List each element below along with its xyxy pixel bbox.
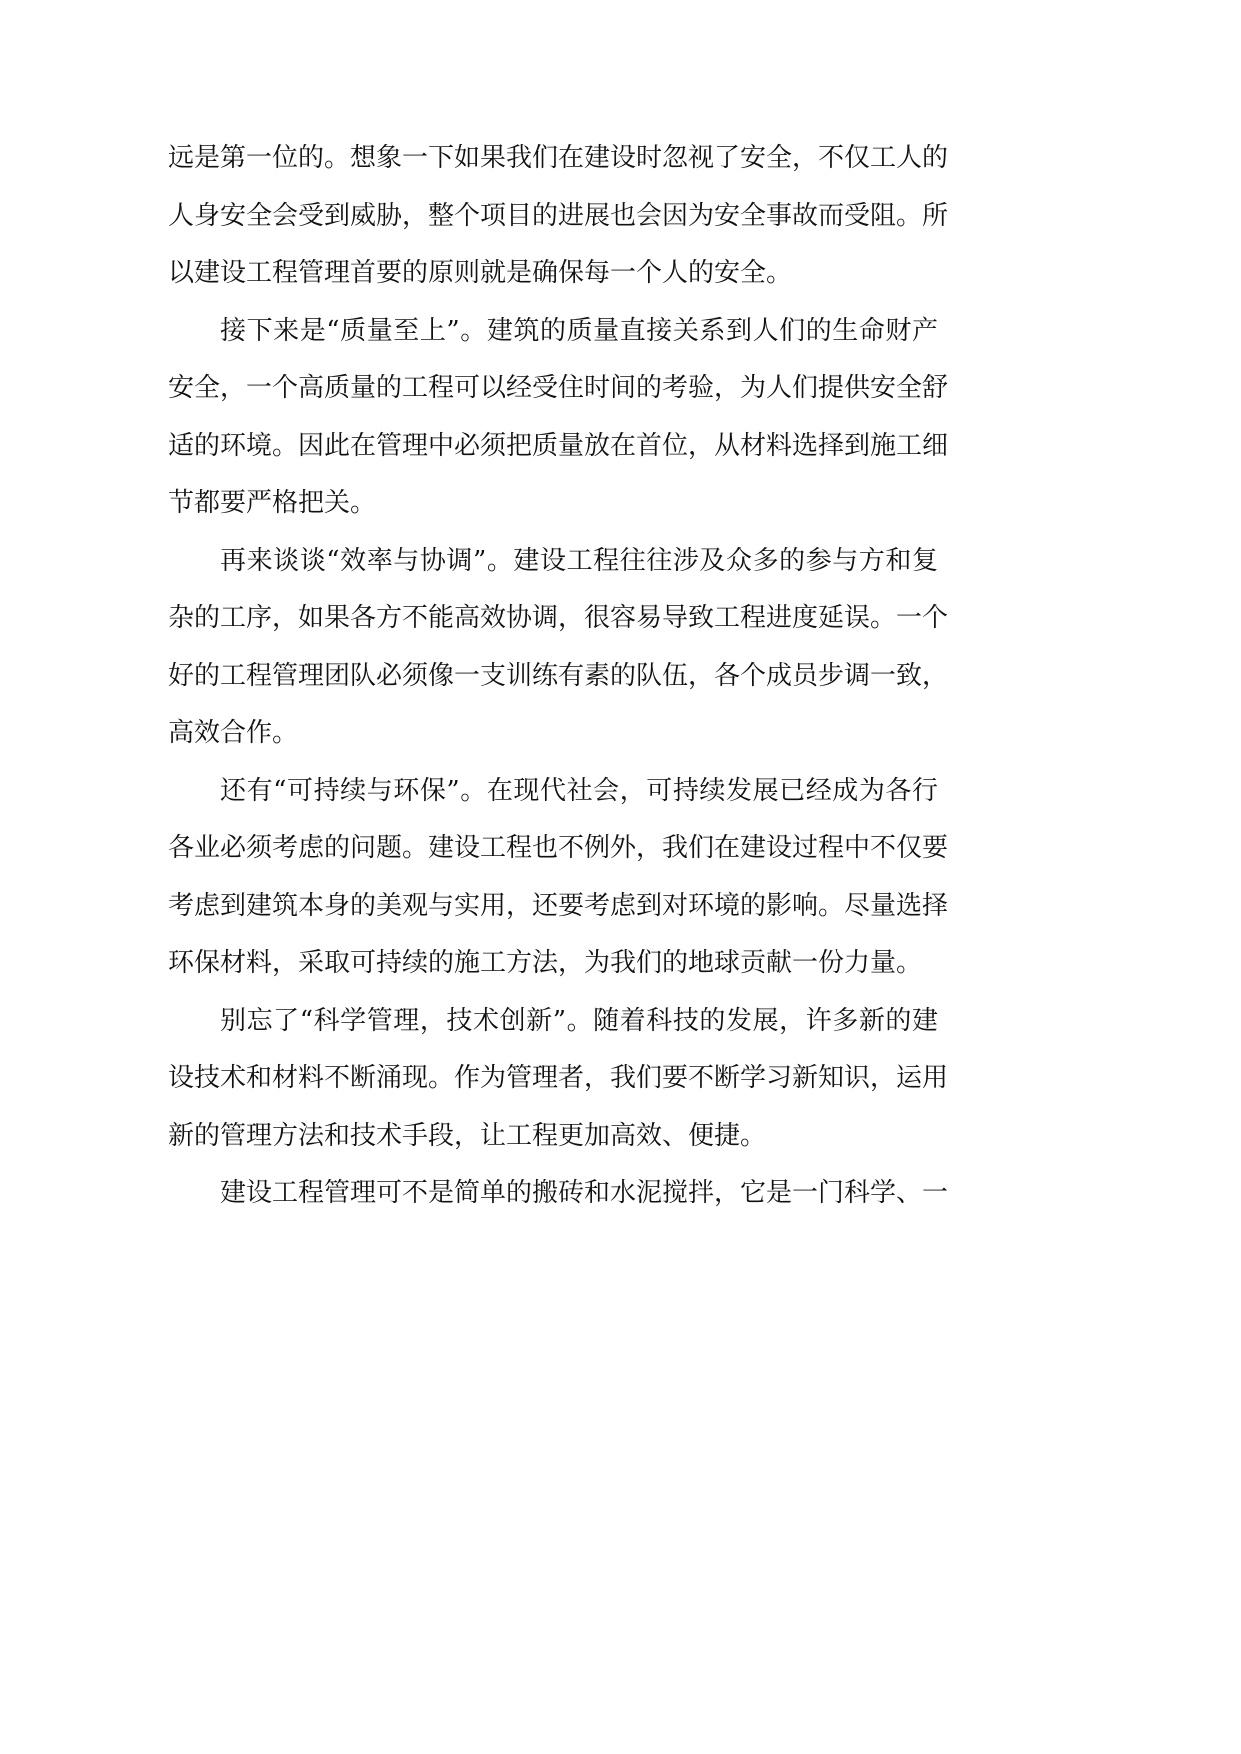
paragraph-4-line-2: 各业必须考虑的问题。建设工程也不例外，我们在建设过程中不仅要 (168, 833, 949, 863)
paragraph-2-line-4: 节都要严格把关。 (168, 488, 377, 518)
paragraph-1-line-3: 以建设工程管理首要的原则就是确保每一个人的安全。 (168, 258, 793, 288)
paragraph-1-line-1: 远是第一位的。想象一下如果我们在建设时忽视了安全，不仅工人的 (168, 143, 949, 173)
paragraph-3-line-3: 好的工程管理团队必须像一支训练有素的队伍，各个成员步调一致， (168, 660, 949, 691)
paragraph-6-line-1: 建设工程管理可不是简单的搬砖和水泥搅拌，它是一门科学、一 (220, 1178, 949, 1208)
paragraph-4-line-4: 环保材料，采取可持续的施工方法，为我们的地球贡献一份力量。 (168, 948, 923, 978)
paragraph-5-line-1: 别忘了“科学管理，技术创新”。随着科技的发展，许多新的建 (220, 1005, 938, 1036)
paragraph-1-line-2: 人身安全会受到威胁，整个项目的进展也会因为安全事故而受阻。所 (168, 200, 949, 231)
paragraph-4-line-3: 考虑到建筑本身的美观与实用，还要考虑到对环境的影响。尽量选择 (168, 890, 949, 921)
paragraph-2-line-2: 安全，一个高质量的工程可以经受住时间的考验，为人们提供安全舒 (168, 373, 949, 403)
paragraph-3-line-4: 高效合作。 (168, 718, 299, 748)
document-page (168, 130, 949, 1223)
paragraph-2-line-1: 接下来是“质量至上”。建筑的质量直接关系到人们的生命财产 (220, 315, 938, 346)
paragraph-3-line-2: 杂的工序，如果各方不能高效协调，很容易导致工程进度延误。一个 (168, 603, 949, 633)
paragraph-4-line-1: 还有“可持续与环保”。在现代社会，可持续发展已经成为各行 (220, 775, 938, 806)
paragraph-3-line-1: 再来谈谈“效率与协调”。建设工程往往涉及众多的参与方和复 (220, 545, 938, 576)
paragraph-5-line-3: 新的管理方法和技术手段，让工程更加高效、便捷。 (168, 1120, 767, 1151)
paragraph-2-line-3: 适的环境。因此在管理中必须把质量放在首位，从材料选择到施工细 (168, 430, 949, 461)
paragraph-5-line-2: 设技术和材料不断涌现。作为管理者，我们要不断学习新知识，运用 (168, 1063, 949, 1093)
